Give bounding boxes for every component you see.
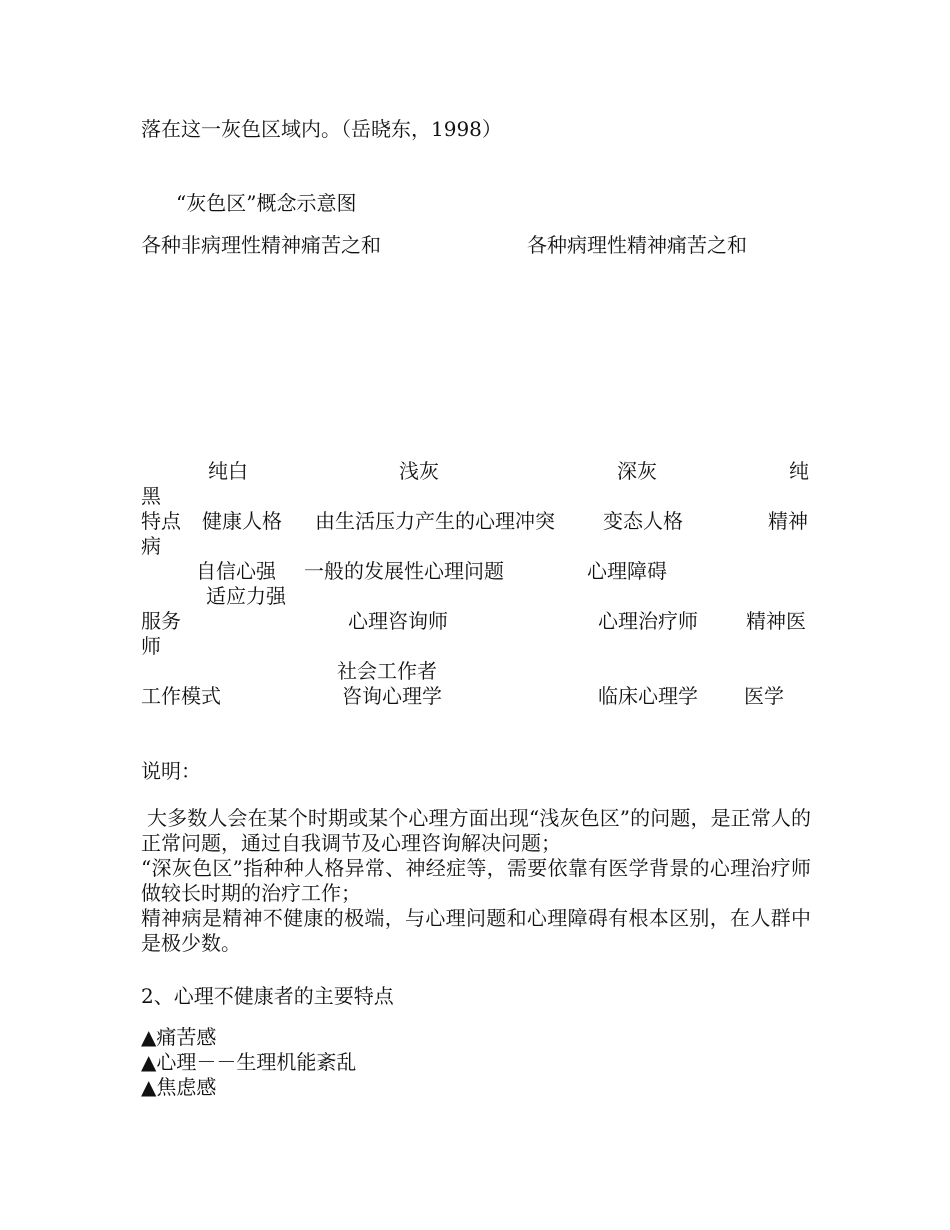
service-counselor: 心理咨询师 <box>348 609 448 633</box>
service-psychiatrist-part2: 师 <box>141 634 161 658</box>
note-dark-gray: “深灰色区”指种种人格异常、神经症等，需要依靠有医学背景的心理治疗师做较长时期的治疗工作； <box>141 856 811 905</box>
bullet-pain: ▲痛苦感 <box>141 1025 217 1049</box>
trait-abnormal-personality: 变态人格 <box>603 509 683 533</box>
diagram-right-label: 各种病理性精神痛苦之和 <box>527 233 747 257</box>
note-mental-illness: 精神病是精神不健康的极端，与心理问题和心理障碍有根本区别，在人群中是极少数。 <box>141 906 811 955</box>
traits-label: 特点 <box>141 509 181 533</box>
trait-stress-conflict: 由生活压力产生的心理冲突 <box>315 509 555 533</box>
mode-counseling-psychology: 咨询心理学 <box>342 684 442 708</box>
service-therapist: 心理治疗师 <box>598 609 698 633</box>
diagram-left-label: 各种非病理性精神痛苦之和 <box>141 233 381 257</box>
trait-psych-disorder: 心理障碍 <box>587 559 667 583</box>
trait-adaptable: 适应力强 <box>206 584 286 608</box>
service-psychiatrist-part1: 精神医 <box>746 609 806 633</box>
bullet-dysfunction: ▲心理－－生理机能紊乱 <box>141 1050 357 1074</box>
section-heading: 2、心理不健康者的主要特点 <box>141 984 394 1008</box>
level-dark-gray: 深灰 <box>617 459 657 483</box>
trait-mental-illness-part1: 精神 <box>768 509 808 533</box>
diagram-title: “灰色区”概念示意图 <box>176 191 357 215</box>
trait-confident: 自信心强 <box>196 559 276 583</box>
mode-label: 工作模式 <box>141 684 221 708</box>
notes-label: 说明： <box>141 759 201 783</box>
trait-developmental-issues: 一般的发展性心理问题 <box>304 559 504 583</box>
trait-healthy-personality: 健康人格 <box>202 509 282 533</box>
service-label: 服务 <box>141 609 181 633</box>
level-black-part1: 纯 <box>789 459 809 483</box>
level-black-part2: 黑 <box>141 484 161 508</box>
intro-line: 落在这一灰色区域内。（岳晓东，1998） <box>141 117 502 141</box>
service-social-worker: 社会工作者 <box>337 659 437 683</box>
note-light-gray: 大多数人会在某个时期或某个心理方面出现“浅灰色区”的问题，是正常人的正常问题，通过自我调节及心理咨询解决问题； <box>141 806 811 855</box>
trait-mental-illness-part2: 病 <box>141 534 161 558</box>
level-white: 纯白 <box>208 459 248 483</box>
level-light-gray: 浅灰 <box>399 459 439 483</box>
mode-clinical-psychology: 临床心理学 <box>598 684 698 708</box>
mode-medicine: 医学 <box>744 684 784 708</box>
bullet-anxiety: ▲焦虑感 <box>141 1075 217 1099</box>
